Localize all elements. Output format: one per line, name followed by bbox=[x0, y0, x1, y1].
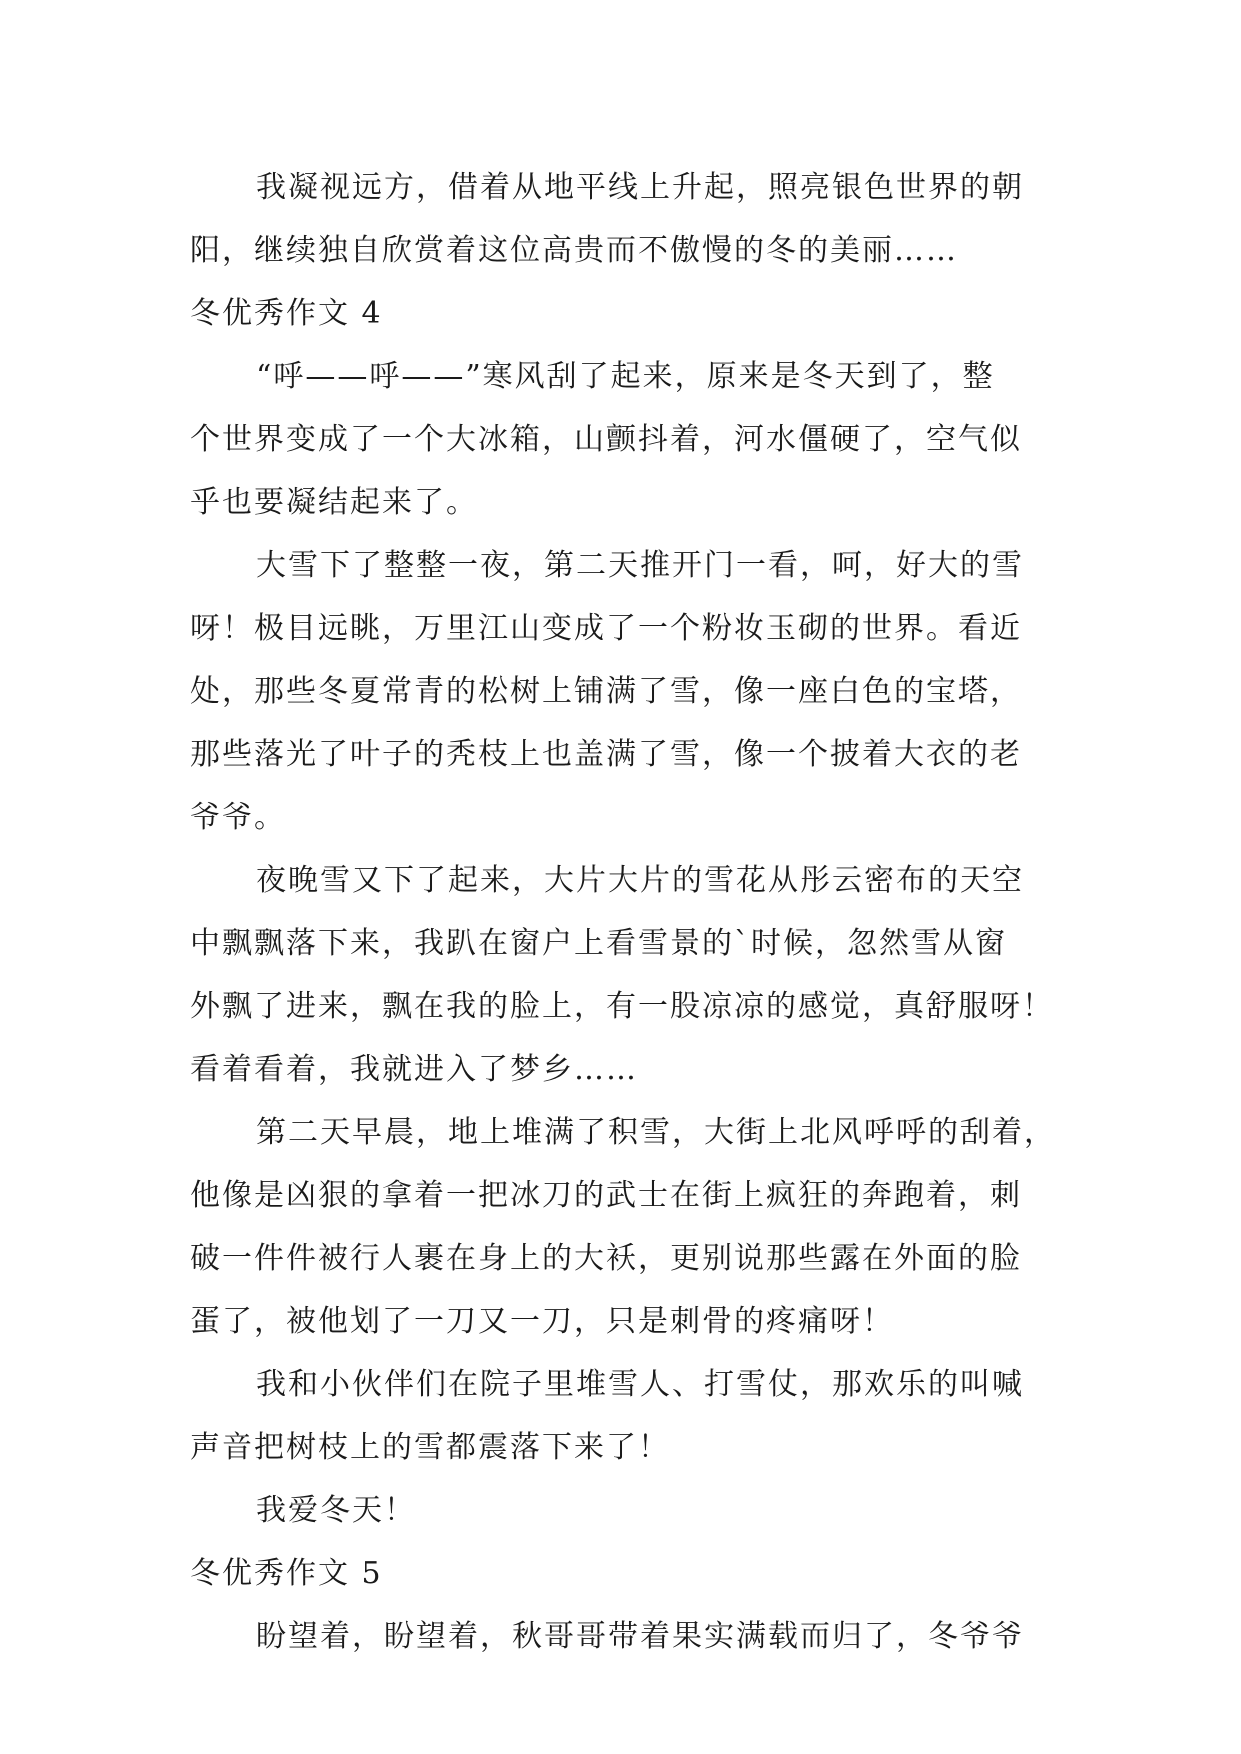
paragraph-line: 爷爷。 bbox=[190, 800, 286, 835]
paragraph-line: 我凝视远方，借着从地平线上升起，照亮银色世界的朝 bbox=[256, 170, 1024, 205]
paragraph-line: 大雪下了整整一夜，第二天推开门一看，呵，好大的雪 bbox=[256, 548, 1024, 583]
paragraph-line: 个世界变成了一个大冰箱，山颤抖着，河水僵硬了，空气似 bbox=[190, 422, 1022, 457]
paragraph-line: 夜晚雪又下了起来，大片大片的雪花从彤云密布的天空 bbox=[256, 863, 1024, 898]
paragraph-line: 我和小伙伴们在院子里堆雪人、打雪仗，那欢乐的叫喊 bbox=[256, 1367, 1024, 1402]
paragraph-line: 那些落光了叶子的秃枝上也盖满了雪，像一个披着大衣的老 bbox=[190, 737, 1022, 772]
paragraph-line: 乎也要凝结起来了。 bbox=[190, 485, 478, 520]
section-heading: 冬优秀作文 4 bbox=[190, 296, 383, 331]
paragraph-line: 他像是凶狠的拿着一把冰刀的武士在街上疯狂的奔跑着，刺 bbox=[190, 1178, 1022, 1213]
paragraph-line: 声音把树枝上的雪都震落下来了！ bbox=[190, 1430, 670, 1465]
paragraph-line: 看着看着，我就进入了梦乡…… bbox=[190, 1052, 638, 1087]
section-heading: 冬优秀作文 5 bbox=[190, 1556, 383, 1591]
paragraph-line: 我爱冬天！ bbox=[256, 1493, 416, 1528]
document-body bbox=[190, 156, 1056, 1668]
paragraph-line: 第二天早晨，地上堆满了积雪，大街上北风呼呼的刮着， bbox=[256, 1115, 1056, 1150]
paragraph-line: 蛋了，被他划了一刀又一刀，只是刺骨的疼痛呀！ bbox=[190, 1304, 894, 1339]
paragraph-line: 盼望着，盼望着，秋哥哥带着果实满载而归了，冬爷爷 bbox=[256, 1619, 1024, 1654]
paragraph-line: 阳，继续独自欣赏着这位高贵而不傲慢的冬的美丽…… bbox=[190, 233, 958, 268]
paragraph-line: 中飘飘落下来，我趴在窗户上看雪景的`时候，忽然雪从窗 bbox=[190, 926, 1007, 961]
paragraph-line: 处，那些冬夏常青的松树上铺满了雪，像一座白色的宝塔， bbox=[190, 674, 1022, 709]
paragraph-line: 外飘了进来，飘在我的脸上，有一股凉凉的感觉，真舒服呀！ bbox=[190, 989, 1054, 1024]
paragraph-line: 呀！极目远眺，万里江山变成了一个粉妆玉砌的世界。看近 bbox=[190, 611, 1022, 646]
paragraph-line: “呼——呼——”寒风刮了起来，原来是冬天到了，整 bbox=[256, 359, 995, 394]
paragraph-line: 破一件件被行人裹在身上的大袄，更别说那些露在外面的脸 bbox=[190, 1241, 1022, 1276]
